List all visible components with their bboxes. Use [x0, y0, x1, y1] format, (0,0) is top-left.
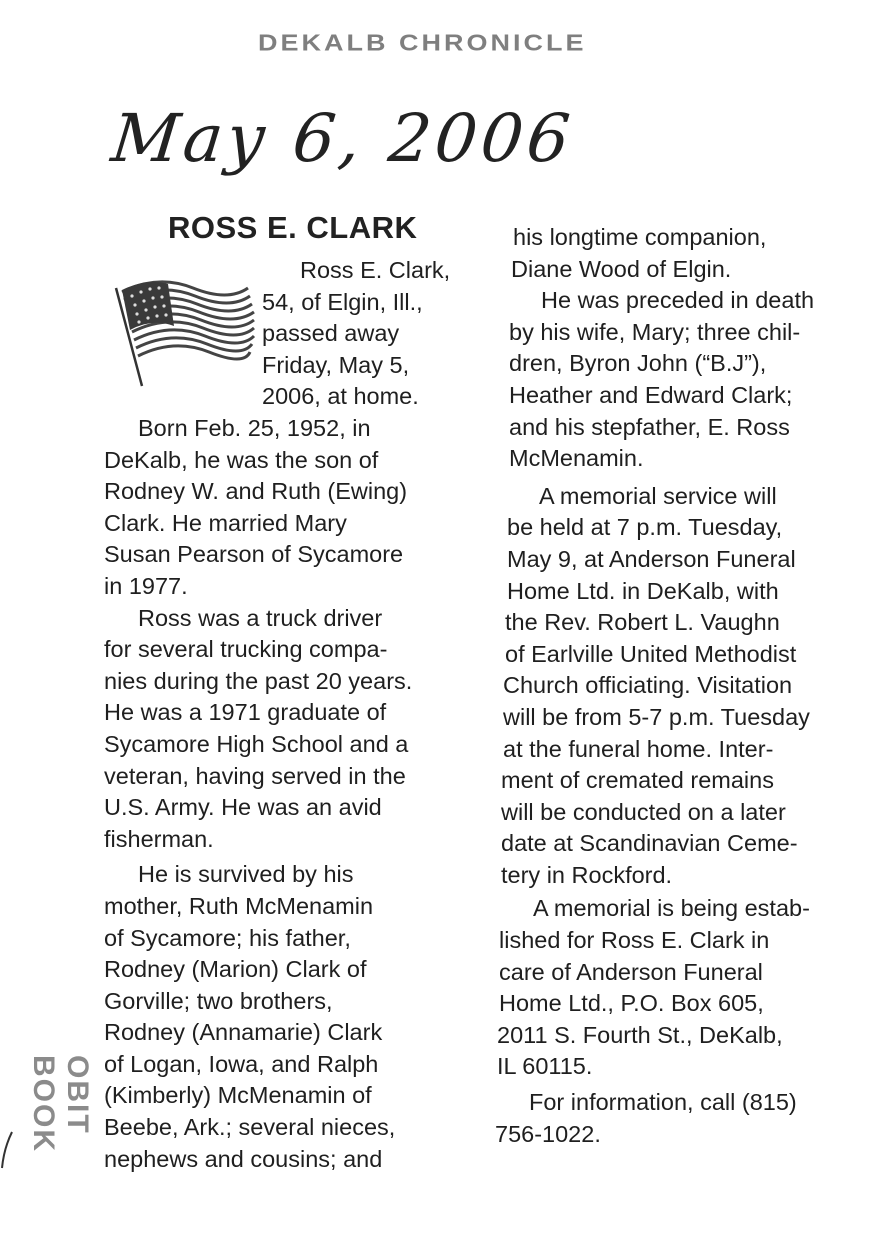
text-line: (Kimberly) McMenamin of: [104, 1082, 372, 1109]
text-line: of Sycamore; his father,: [104, 924, 351, 951]
text-line: 2006, at home.: [262, 383, 419, 410]
text-line: will be conducted on a later: [501, 798, 786, 825]
right-column: [495, 222, 880, 1150]
text-line: his longtime companion,: [513, 224, 767, 250]
text-line: Born Feb. 25, 1952, in: [138, 415, 371, 441]
margin-mark-icon: [0, 1130, 14, 1170]
text-line: fisherman.: [104, 825, 214, 852]
text-line: of Earlville United Methodist: [505, 640, 797, 667]
text-line: Susan Pearson of Sycamore: [104, 541, 404, 568]
text-line: Friday, May 5,: [262, 351, 410, 378]
text-line: nephews and cousins; and: [104, 1145, 383, 1172]
text-line: Church officiating. Visitation: [503, 672, 793, 699]
text-line: date at Scandinavian Ceme-: [501, 830, 798, 857]
text-line: A memorial service will: [539, 482, 777, 509]
text-line: the Rev. Robert L. Vaughn: [505, 609, 780, 636]
text-line: Sycamore High School and a: [104, 730, 409, 757]
text-line: He was a 1971 graduate of: [104, 699, 387, 726]
text-line: veteran, having served in the: [104, 762, 406, 789]
intro-paragraph: [262, 255, 477, 413]
text-line: Home Ltd., P.O. Box 605,: [499, 990, 764, 1017]
text-line: 756-1022.: [495, 1120, 601, 1147]
text-line: Home Ltd. in DeKalb, with: [507, 577, 779, 604]
text-line: Beebe, Ark.; several nieces,: [104, 1114, 396, 1141]
text-line: and his stepfather, E. Ross: [509, 413, 790, 440]
text-line: Ross E. Clark,: [300, 257, 451, 283]
text-line: 54, of Elgin, Ill.,: [262, 288, 423, 315]
text-line: He is survived by his: [138, 861, 354, 888]
text-line: by his wife, Mary; three chil-: [509, 318, 801, 345]
newspaper-stamp: DEKALB CHRONICLE: [258, 30, 587, 56]
american-flag-icon: [108, 266, 258, 391]
text-line: care of Anderson Funeral: [499, 958, 763, 985]
text-line: passed away: [262, 320, 400, 347]
text-line: in 1977.: [104, 572, 188, 599]
text-line: tery in Rockford.: [501, 861, 673, 888]
text-line: Ross was a truck driver: [138, 604, 383, 631]
obituary-headline: ROSS E. CLARK: [168, 210, 418, 245]
text-line: Rodney (Annamarie) Clark: [104, 1019, 383, 1046]
left-column: [104, 413, 479, 1175]
text-line: A memorial is being estab-: [533, 895, 810, 922]
text-line: ment of cremated remains: [501, 767, 774, 794]
text-line: mother, Ruth McMenamin: [104, 892, 374, 919]
text-line: Rodney (Marion) Clark of: [104, 956, 367, 983]
text-line: McMenamin.: [509, 445, 644, 472]
text-line: Gorville; two brothers,: [104, 987, 333, 1014]
text-line: will be from 5-7 p.m. Tuesday: [503, 703, 810, 730]
obit-book-label: OBIT BOOK: [27, 1055, 94, 1153]
text-line: nies during the past 20 years.: [104, 667, 413, 694]
text-line: of Logan, Iowa, and Ralph: [104, 1050, 379, 1077]
text-line: Clark. He married Mary: [104, 509, 347, 536]
text-line: at the funeral home. Inter-: [503, 735, 774, 762]
text-line: lished for Ross E. Clark in: [499, 927, 770, 954]
text-line: U.S. Army. He was an avid: [104, 794, 382, 821]
text-line: Rodney W. and Ruth (Ewing): [104, 478, 408, 505]
text-line: Diane Wood of Elgin.: [511, 255, 732, 282]
text-line: IL 60115.: [497, 1053, 593, 1080]
text-line: He was preceded in death: [541, 287, 815, 314]
text-line: be held at 7 p.m. Tuesday,: [507, 514, 783, 541]
text-line: Heather and Edward Clark;: [509, 381, 793, 408]
text-line: for several trucking compa-: [104, 636, 388, 663]
text-line: May 9, at Anderson Funeral: [507, 545, 796, 572]
text-line: 2011 S. Fourth St., DeKalb,: [497, 1021, 783, 1048]
text-line: DeKalb, he was the son of: [104, 446, 379, 473]
handwritten-date: May 6, 2006: [107, 100, 578, 177]
text-line: For information, call (815): [529, 1089, 797, 1116]
text-line: dren, Byron John (“B.J”),: [509, 350, 767, 377]
